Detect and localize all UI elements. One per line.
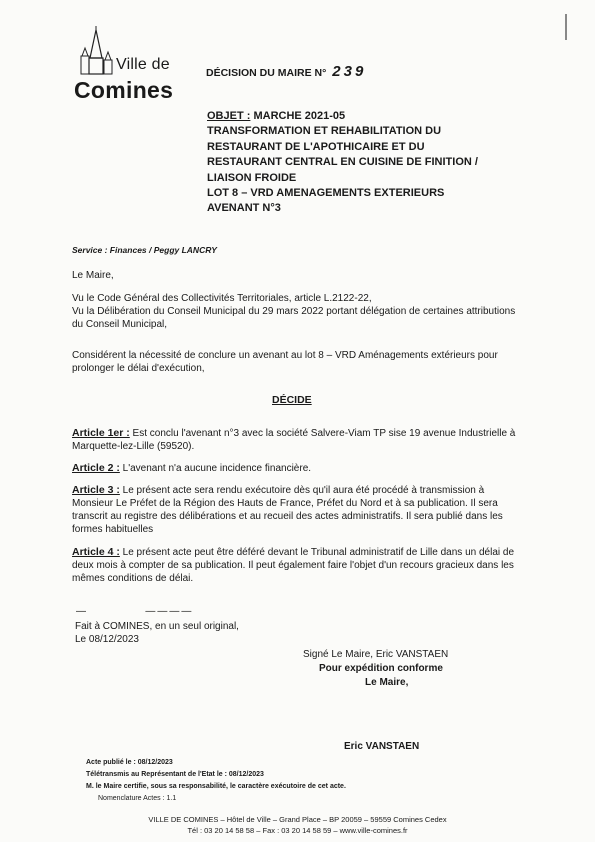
objet-line: AVENANT N°3 (207, 202, 281, 215)
fait-date: Le 08/12/2023 (75, 634, 139, 645)
decision-number: 239 (332, 63, 367, 80)
footer-address: VILLE DE COMINES – Hôtel de Ville – Grand Place – BP 20059 – 59559 Comines Cedex (148, 815, 447, 824)
article-text: Le présent acte sera rendu exécutoire dès qu'il aura été procédé à transmission à Monsieur Le Préfet de la Région des Hauts de France, Préfet du Nord et à sa publication. Il sera transcrit au registre des délibérations et au recueil des actes administratifs. Il sera publié dans les formes habituelles (72, 485, 503, 535)
signe-le-maire: Signé Le Maire, Eric VANSTAEN (303, 649, 449, 660)
article-3 (72, 484, 520, 536)
considerant: Considérent la nécessité de conclure un avenant au lot 8 – VRD Aménagements extérieurs pour prolonger le délai d'exécution, (72, 350, 498, 374)
objet-line: LOT 8 – VRD AMENAGEMENTS EXTERIEURS (207, 187, 445, 200)
le-maire-intro: Le Maire, (72, 270, 114, 281)
footer-contact: Tél : 03 20 14 58 58 – Fax : 03 20 14 58 59 – www.ville-comines.fr (187, 826, 408, 835)
article-label: Article 4 : (72, 546, 120, 558)
service-line: Service : Finances / Peggy LANCRY (72, 245, 217, 255)
separator-dashes: — ———— (76, 606, 194, 617)
decision-title (206, 63, 366, 80)
objet-block (207, 109, 527, 217)
vu-deliberation: Vu la Délibération du Conseil Municipal du 29 mars 2022 portant délégation de certaines attributions du Conseil Municipal, (72, 306, 516, 330)
city-logo (72, 26, 192, 110)
objet-line: LIAISON FROIDE (207, 171, 297, 184)
certification: M. le Maire certifie, sous sa responsabilité, le caractère exécutoire de cet acte. (86, 783, 346, 790)
article-2 (72, 462, 520, 475)
objet-line: TRANSFORMATION ET REHABILITATION DU (207, 125, 442, 138)
article-text: L'avenant n'a aucune incidence financière. (119, 463, 312, 474)
le-maire-sign: Le Maire, (365, 677, 409, 688)
decision-label: DÉCISION DU MAIRE N° (206, 67, 327, 79)
church-spire-icon (72, 26, 116, 76)
article-1 (72, 427, 520, 453)
nomenclature: Nomenclature Actes : 1.1 (98, 795, 177, 802)
fait-a: Fait à COMINES, en un seul original, (75, 621, 239, 632)
logo-text-comines: Comines (74, 77, 174, 103)
scan-mark (565, 14, 567, 40)
article-text: Est conclu l'avenant n°3 avec la société Salvere-Viam TP sise 19 avenue Industrielle à Marquette-lez-Lille (59520). (72, 428, 516, 452)
vu-code: Vu le Code Général des Collectivités Territoriales, article L.2122-22, (72, 293, 372, 304)
objet-label: OBJET : (207, 110, 251, 122)
decide-heading: DÉCIDE (272, 394, 312, 406)
article-label: Article 2 : (72, 462, 120, 474)
article-label: Article 1er : (72, 427, 130, 439)
logo-text-ville: Ville de (116, 56, 170, 73)
article-text: Le présent acte peut être déféré devant le Tribunal administratif de Lille dans un délai de deux mois à compter de sa publication. Il peut également faire l'objet d'un recours gracieux dans les mêmes conditions de délai. (72, 547, 514, 584)
acte-publie: Acte publié le : 08/12/2023 (86, 759, 173, 766)
teletransmis: Télétransmis au Représentant de l'Etat le : 08/12/2023 (86, 771, 264, 778)
objet-line: MARCHE 2021-05 (253, 110, 346, 122)
pour-expedition: Pour expédition conforme (319, 663, 443, 674)
objet-line: RESTAURANT DE L'APOTHICAIRE ET DU (207, 140, 425, 153)
objet-line: RESTAURANT CENTRAL EN CUISINE DE FINITION / (207, 156, 478, 169)
article-4 (72, 546, 520, 585)
signatory-name: Eric VANSTAEN (344, 741, 420, 752)
article-label: Article 3 : (72, 484, 120, 496)
